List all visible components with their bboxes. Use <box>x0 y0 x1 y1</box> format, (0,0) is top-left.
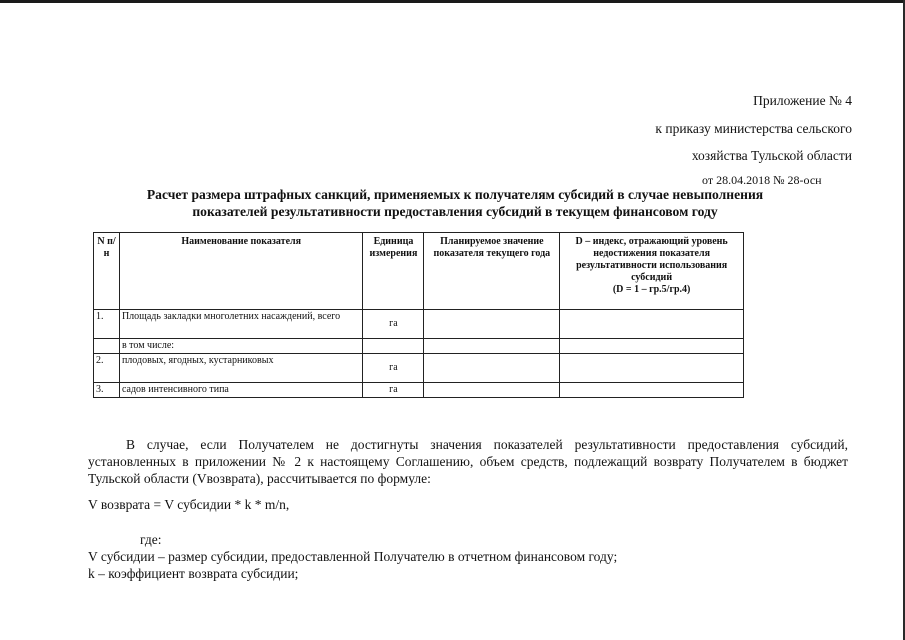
definition-v-subsidy: V субсидии – размер субсидии, предоставленной Получателю в отчетном финансовом году; <box>88 549 618 564</box>
row-unit <box>363 339 424 354</box>
d-index-formula: (D = 1 – гр.5/гр.4) <box>612 284 691 295</box>
page-top-edge <box>0 0 905 3</box>
appendix-label: Приложение № 4 <box>753 93 852 108</box>
col-header-d-index <box>560 233 744 310</box>
table-row <box>94 339 744 354</box>
d-index-text: D – индекс, отражающий уровень недостижения показателя результативности использования субсидий <box>575 236 728 283</box>
row-num: 1. <box>94 310 120 339</box>
row-d-index <box>560 354 744 383</box>
where-label: где: <box>140 532 162 547</box>
row-num: 3. <box>94 383 120 398</box>
ministry-name: хозяйства Тульской области <box>691 148 852 163</box>
row-unit: га <box>363 354 424 383</box>
row-name: плодовых, ягодных, кустарниковых <box>119 354 363 383</box>
title-line-1: Расчет размера штрафных санкций, применяемых к получателям субсидий в случае невыполнения <box>146 187 764 202</box>
table-row <box>94 310 744 339</box>
row-unit: га <box>363 383 424 398</box>
row-name: Площадь закладки многолетних насаждений, всего <box>119 310 363 339</box>
row-name: в том числе: <box>119 339 363 354</box>
row-d-index <box>560 383 744 398</box>
col-header-plan: Планируемое значение показателя текущего года <box>424 233 560 310</box>
row-plan <box>424 383 560 398</box>
table-row <box>94 383 744 398</box>
order-date: от 28.04.2018 № 28-осн <box>702 173 822 187</box>
definition-k: k – коэффициент возврата субсидии; <box>88 566 299 581</box>
row-plan <box>424 354 560 383</box>
refund-paragraph: В случае, если Получателем не достигнуты значения показателей результативности предоставления субсидий, установленных в приложении № 2 к настоящему Соглашению, объем средств, подлежащий возврату Получателем в бюджет Тульской области (Vвозврата), рассчитывается по формуле: <box>88 437 848 486</box>
order-reference: к приказу министерства сельского <box>655 121 852 136</box>
refund-formula: V возврата = V субсидии * k * m/n, <box>88 497 290 512</box>
col-header-name: Наименование показателя <box>119 233 363 310</box>
document-title <box>140 186 770 220</box>
row-plan <box>424 339 560 354</box>
row-plan <box>424 310 560 339</box>
row-num <box>94 339 120 354</box>
title-line-2: показателей результативности предоставления субсидий в текущем финансовом году <box>192 204 718 219</box>
row-num: 2. <box>94 354 120 383</box>
row-d-index <box>560 310 744 339</box>
col-header-unit: Единица измерения <box>363 233 424 310</box>
row-unit: га <box>363 310 424 339</box>
row-name: садов интенсивного типа <box>119 383 363 398</box>
col-header-num: N п/н <box>94 233 120 310</box>
sanctions-table <box>93 232 744 398</box>
row-d-index <box>560 339 744 354</box>
table-row <box>94 354 744 383</box>
table-header-row <box>94 233 744 310</box>
